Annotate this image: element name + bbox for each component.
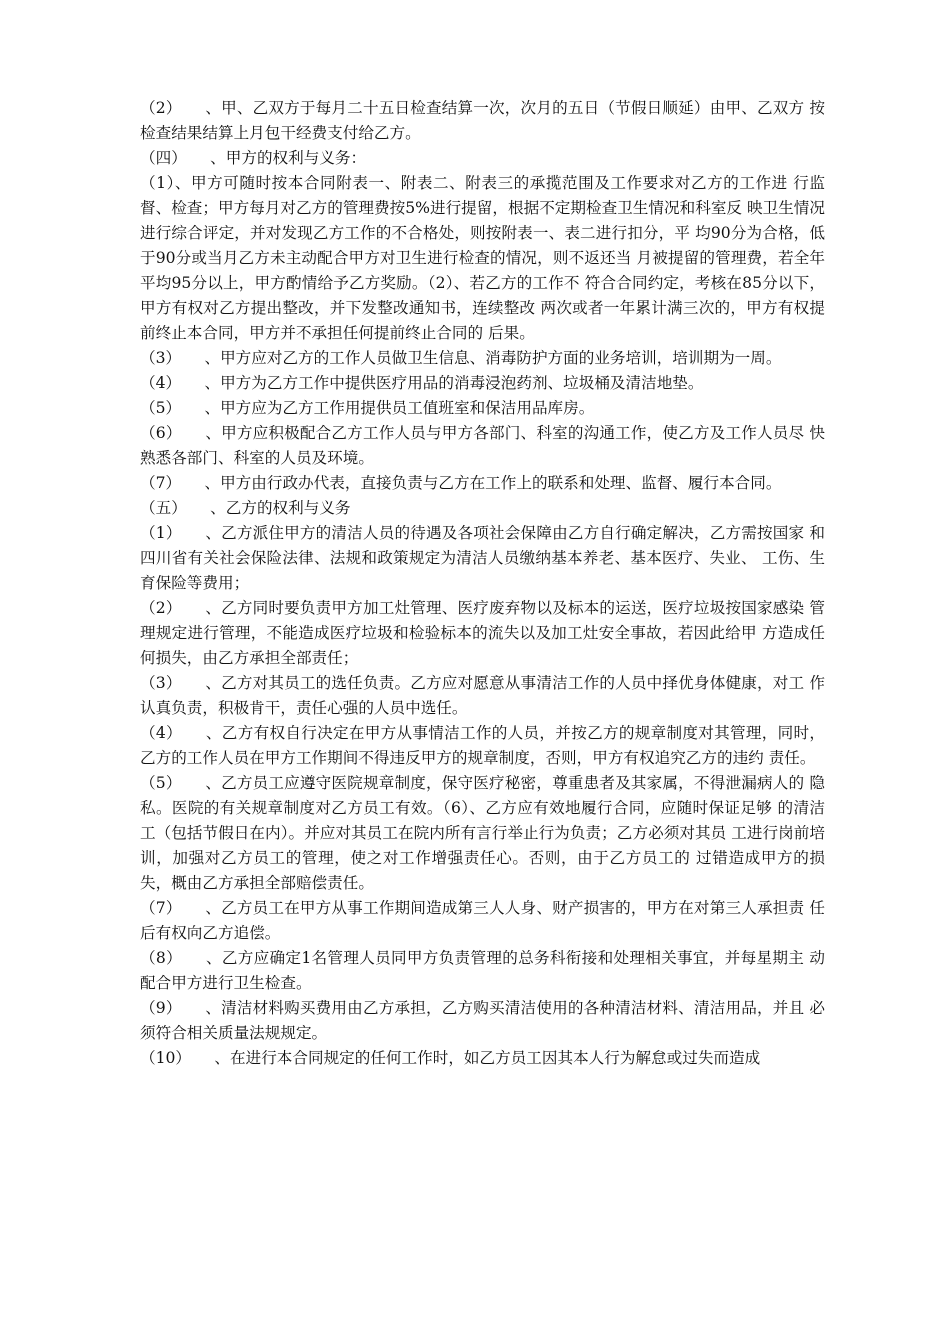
paragraph-party-b-confidentiality: （5） 、乙方员工应遵守医院规章制度，保守医疗秘密，尊重患者及其家属，不得泄漏病人的 隐私。医院的有关规章制度对乙方员工有效。（6）、乙方应有效地履行合同，应随时保证足够 的清洁工（包括节假日在内）。并应对其员工在院内所有言行举止行为负责；乙方必须对其员 工进行岗前培训，加强对乙方员工的管理，使之对工作增强责任心。否则，由于乙方员工的 过错造成甲方的损失，概由乙方承担全部赔偿责任。 — [140, 774, 825, 892]
paragraph-party-a-duty-room: （5） 、甲方应为乙方工作用提供员工值班室和保洁用品库房。 — [140, 399, 595, 417]
section-heading-party-b-rights: （五） 、乙方的权利与义务 — [140, 499, 351, 517]
paragraph-party-a-representative: （7） 、甲方由行政办代表，直接负责与乙方在工作上的联系和处理、监督、履行本合同。 — [140, 474, 782, 492]
paragraph-party-a-supplies: （4） 、甲方为乙方工作中提供医疗用品的消毒浸泡药剂、垃圾桶及清洁地垫。 — [140, 374, 704, 392]
paragraph-party-a-communication: （6） 、甲方应积极配合乙方工作人员与甲方各部门、科室的沟通工作，使乙方及工作人员尽 快熟悉各部门、科室的人员及环境。 — [140, 424, 825, 467]
paragraph-party-b-negligence: （10） 、在进行本合同规定的任何工作时，如乙方员工因其本人行为解怠或过失而造成 — [140, 1049, 761, 1067]
paragraph-party-b-staff-selection: （3） 、乙方对其员工的选任负责。乙方应对愿意从事清洁工作的人员中择优身体健康，对工 作认真负责，积极肯干，责任心强的人员中选任。 — [140, 674, 825, 717]
paragraph-party-b-cleaning-materials: （9） 、清洁材料购买费用由乙方承担，乙方购买清洁使用的各种清洁材料、清洁用品，并且 必须符合相关质量法规规定。 — [140, 999, 825, 1042]
document-page — [140, 96, 825, 1071]
paragraph-party-b-medical-waste: （2） 、乙方同时要负责甲方加工灶管理、医疗废弃物以及标本的运送，医疗垃圾按国家感染 管理规定进行管理，不能造成医疗垃圾和检验标本的流失以及加工灶安全事故，若因此给甲 方造成任何损失，由乙方承担全部责任； — [140, 599, 825, 667]
paragraph-party-b-manager: （8） 、乙方应确定1名管理人员同甲方负责管理的总务科衔接和处理相关事宜，并每星期主 动配合甲方进行卫生检查。 — [140, 949, 825, 992]
section-heading-party-a-rights: （四） 、甲方的权利与义务： — [140, 149, 367, 167]
paragraph-party-b-third-party-liability: （7） 、乙方员工在甲方从事工作期间造成第三人人身、财产损害的，甲方在对第三人承担责 任后有权向乙方追偿。 — [140, 899, 825, 942]
paragraph-party-b-management: （4） 、乙方有权自行决定在甲方从事情洁工作的人员，并按乙方的规章制度对其管理，同时， 乙方的工作人员在甲方工作期间不得违反甲方的规章制度，否则，甲方有权追究乙方的违约 责任。 — [140, 724, 825, 767]
paragraph-party-a-supervision: （1）、甲方可随时按本合同附表一、附表二、附表三的承揽范围及工作要求对乙方的工作进 行监督、检查；甲方每月对乙方的管理费按5%进行提留，根据不定期检查卫生情况和科室反 映卫生情况进行综合评定，并对发现乙方工作的不合格处，则按附表一、表二进行扣分，平 均90分为合格，低于90分或当月乙方未主动配合甲方对卫生进行检查的情况，则不返还当 月被提留的管理费，若全年平均95分以上，甲方酌情给予乙方奖励。（2）、若乙方的工作不 符合合同约定，考核在85分以下，甲方有权对乙方提出整改，并下发整改通知书，连续整改 两次或者一年累计满三次的，甲方有权提前终止本合同，甲方并不承担任何提前终止合同的 后果。 — [140, 174, 825, 342]
paragraph-party-a-training: （3） 、甲方应对乙方的工作人员做卫生信息、消毒防护方面的业务培训，培训期为一周。 — [140, 349, 782, 367]
paragraph-payment-settlement: （2） 、甲、乙双方于每月二十五日检查结算一次，次月的五日（节假日顺延）由甲、乙双方 按检查结果结算上月包干经费支付给乙方。 — [140, 99, 825, 142]
paragraph-party-b-insurance: （1） 、乙方派住甲方的清洁人员的待遇及各项社会保障由乙方自行确定解决，乙方需按国家 和四川省有关社会保险法律、法规和政策规定为清洁人员缴纳基本养老、基本医疗、失业、 工伤、生育保险等费用； — [140, 524, 825, 592]
